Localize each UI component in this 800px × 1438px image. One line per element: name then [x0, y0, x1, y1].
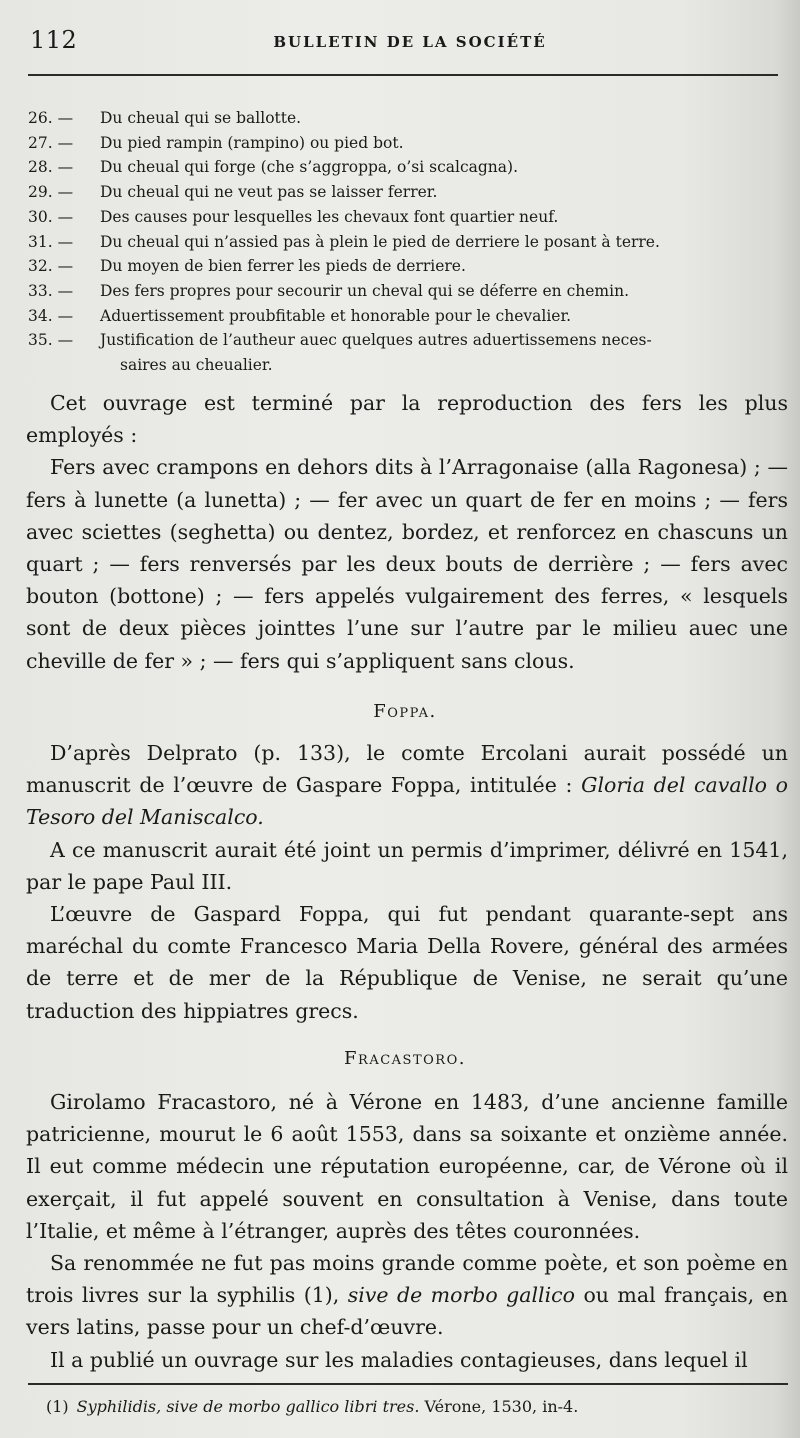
italic-title: Gloria del cavallo o Tesoro del Maniscalco. — [26, 773, 789, 830]
foppa-text-block — [26, 737, 788, 1027]
footnote — [46, 1397, 786, 1416]
paragraph — [26, 737, 788, 834]
section-heading-foppa: Foppa. — [373, 701, 437, 722]
toc-item-number: 28. — — [28, 158, 74, 177]
toc-item-number: 27. — — [28, 133, 74, 152]
toc-item-text: Du cheual qui ne veut pas se laisser ferrer. — [100, 183, 438, 202]
toc-item-number: 32. — — [28, 257, 74, 276]
footnote-text: Vérone, 1530, in-4. — [424, 1397, 579, 1416]
toc-item-number: 30. — — [28, 207, 74, 226]
footnote-marker: (1) — [46, 1397, 69, 1416]
paragraph: Fers avec crampons en dehors dits à l’Arragonaise (alla Ragonesa) ; — fers à lunette (a lunetta) ; — fer avec un quart de fer en moins ; — fers avec sciettes (seghetta) ou dentez, bordez, et renforcez en chascuns un quart ; — fers renversés par les deux bouts de derrière ; — fers avec bouton (bottone) ; — fers appelés vulgairement des ferres, « lesquels sont de deux pièces jointtes l’une sur l’autre par le milieu auec une cheville de fer » ; — fers qui s’appliquent sans clous. — [26, 455, 788, 673]
header-rule — [28, 74, 778, 76]
paragraph: Cet ouvrage est terminé par la reproduction des fers les plus employés : — [26, 391, 788, 448]
text-run: Sa renommée ne fut pas moins grande comme poète, et son poème en trois livres sur la syphilis (1), — [26, 1251, 788, 1308]
toc-item — [28, 230, 788, 255]
paragraph: Girolamo Fracastoro, né à Vérone en 1483, d’une ancienne famille patricienne, mourut le 6 août 1553, dans sa soixante et onzième année. Il eut comme médecin une réputation européenne, car, de Vérone où il exerçait, il fut appelé souvent en consultation à Venise, dans toute l’Italie, et même à l’étranger, auprès des têtes couronnées. — [26, 1090, 788, 1243]
running-title: BULLETIN DE LA SOCIÉTÉ — [273, 33, 547, 51]
toc-item-text: Du moyen de bien ferrer les pieds de derriere. — [100, 257, 466, 276]
toc-item — [28, 131, 788, 156]
italic-phrase: sive de morbo gallico — [347, 1283, 575, 1308]
paragraph: L’œuvre de Gaspard Foppa, qui fut pendant quarante-sept ans maréchal du comte Francesco Maria Della Rovere, général des armées de terre et de mer de la République de Venise, ne serait qu’une traduction des hippiatres grecs. — [26, 902, 788, 1023]
fracastoro-text-block — [26, 1086, 788, 1376]
paragraph — [26, 1247, 788, 1344]
toc-item — [28, 328, 788, 353]
toc-item-text: Du cheual qui forge (che s’aggroppa, o’si scalcagna). — [100, 158, 519, 177]
toc-item — [28, 180, 788, 205]
page-header — [30, 26, 775, 60]
footnote-rule — [28, 1383, 788, 1385]
toc-item-number: 26. — — [28, 109, 74, 127]
paragraph: A ce manuscrit aurait été joint un permis d’imprimer, délivré en 1541, par le pape Paul III. — [26, 837, 788, 894]
toc-item-text: Aduertissement proubfitable et honorable pour le chevalier. — [100, 306, 572, 325]
intro-text-block — [26, 387, 788, 677]
toc-item — [28, 205, 788, 230]
text-run: D’après Delprato (p. 133), le comte Ercolani aurait possédé un manuscrit de l’œuvre de Gaspare Foppa, intitulée : — [26, 741, 788, 798]
toc-item-text: Des causes pour lesquelles les chevaux font quartier neuf. — [100, 207, 559, 226]
text-run: ou mal français, en vers latins, passe pour un chef-d’œuvre. — [26, 1283, 788, 1340]
paragraph: Il a publié un ouvrage sur les maladies contagieuses, dans lequel il — [50, 1347, 748, 1372]
toc-item-number: 35. — — [28, 331, 74, 350]
toc-item-number: 33. — — [28, 281, 74, 300]
toc-item-number: 31. — — [28, 232, 74, 251]
toc-item-text: Du cheual qui se ballotte. — [100, 109, 302, 127]
toc-item — [28, 304, 788, 329]
toc-item-text: Des fers propres pour secourir un cheval qui se déferre en chemin. — [100, 281, 629, 300]
toc-item-text: Du pied rampin (rampino) ou pied bot. — [100, 133, 404, 152]
toc-item — [28, 106, 788, 131]
toc-item — [28, 254, 788, 279]
toc-item — [28, 155, 788, 180]
toc-item-number: 29. — — [28, 183, 74, 202]
toc-item-continuation: saires au cheualier. — [120, 356, 273, 375]
toc-item — [28, 279, 788, 304]
toc-item-text: Du cheual qui n’assied pas à plein le pied de derriere le posant à terre. — [100, 232, 660, 251]
toc-item-text: Justification de l’autheur auec quelques autres aduertissemens neces- — [100, 331, 652, 350]
table-of-contents-list — [28, 106, 788, 378]
footnote-title: Syphilidis, sive de morbo gallico libri tres. — [76, 1397, 420, 1416]
page-number: 112 — [30, 26, 78, 54]
section-heading-fracastoro: Fracastoro. — [344, 1048, 466, 1069]
toc-item-number: 34. — — [28, 306, 74, 325]
